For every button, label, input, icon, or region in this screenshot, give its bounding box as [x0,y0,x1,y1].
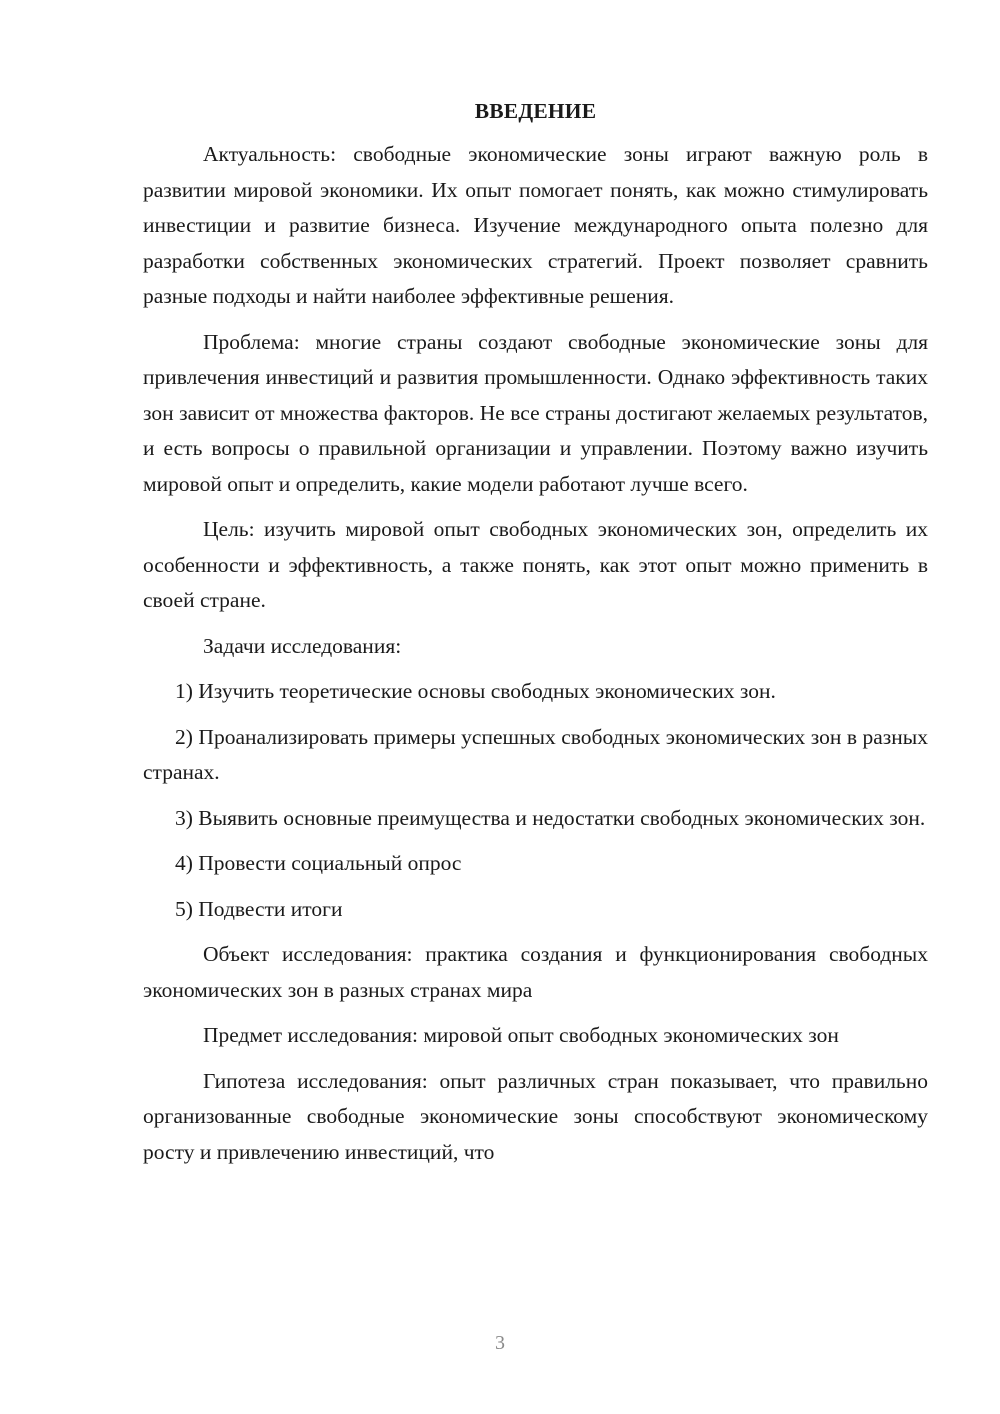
paragraph-hypothesis: Гипотеза исследования: опыт различных стран показывает, что правильно организованные свободные экономические зоны способствуют экономическому росту и привлечению инвестиций, что [143,1068,928,1164]
section-heading: ВВЕДЕНИЕ [474,99,597,123]
task-item-3: 3) Выявить основные преимущества и недостатки свободных экономических зон. [175,805,926,830]
page-number: 3 [495,1332,505,1354]
paragraph-relevance: Актуальность: свободные экономические зоны играют важную роль в развитии мировой экономики. Их опыт помогает понять, как можно стимулировать инвестиции и развитие бизнеса. Изучение международного опыта полезно для разработки собственных экономических стратегий. Проект позволяет сравнить разные подходы и найти наиболее эффективные решения. [143,142,928,308]
task-item-1: 1) Изучить теоретические основы свободных экономических зон. [175,679,776,703]
paragraph-object: Объект исследования: практика создания и функционирования свободных экономических зон в разных странах мира [143,942,928,1002]
task-item-2: 2) Проанализировать примеры успешных свободных экономических зон в разных странах. [143,724,928,784]
page-content [143,92,928,1180]
paragraph-subject: Предмет исследования: мировой опыт свободных экономических зон [203,1023,839,1047]
tasks-title: Задачи исследования: [203,633,402,658]
paragraph-goal: Цель: изучить мировой опыт свободных экономических зон, определить их особенности и эффективность, а также понять, как этот опыт можно применить в своей стране. [143,517,928,612]
task-item-4: 4) Провести социальный опрос [175,851,462,875]
task-item-5: 5) Подвести итоги [175,896,343,921]
paragraph-problem: Проблема: многие страны создают свободные экономические зоны для привлечения инвестиций и развития промышленности. Однако эффективность таких зон зависит от множества факторов. Не все страны достигают желаемых результатов, и есть вопросы о правильной организации и управлении. Поэтому важно изучить мировой опыт и определить, какие модели работают лучше всего. [143,329,928,496]
